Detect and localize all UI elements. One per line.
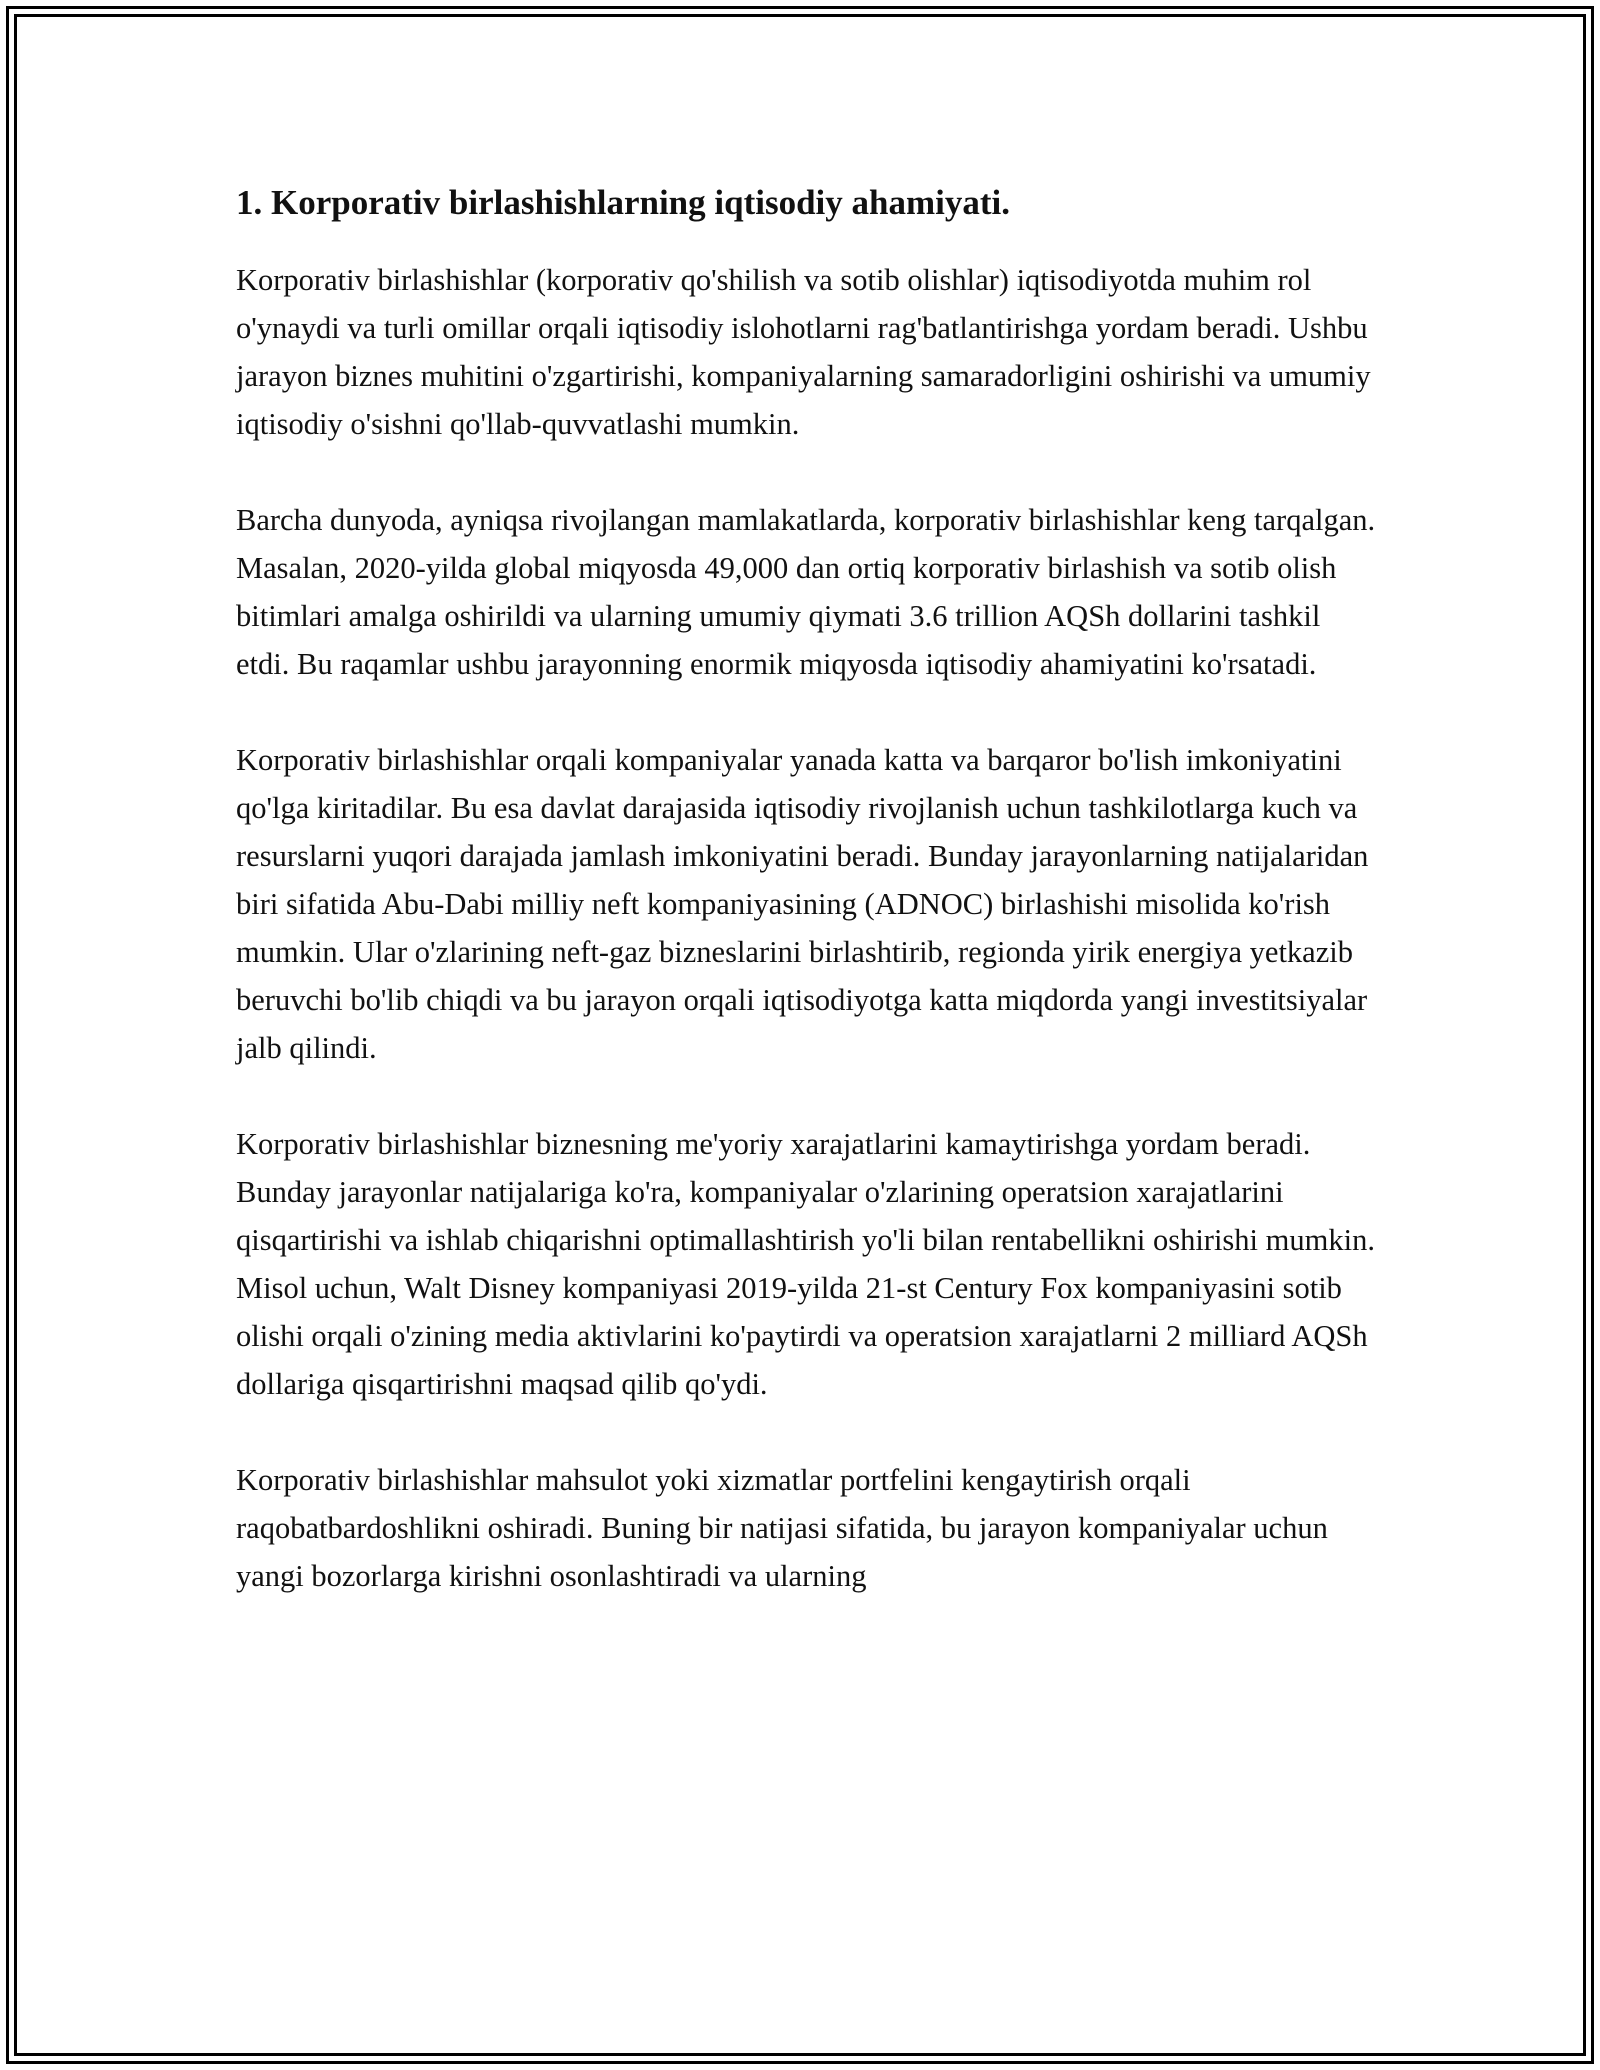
section-title: 1. Korporativ birlashishlarning iqtisodiy ahamiyati. [236, 183, 1010, 222]
paragraph-3: Korporativ birlashishlar orqali kompaniyalar yanada katta va barqaror bo'lish imkoniyatini qo'lga kiritadilar. Bu esa davlat darajasida iqtisodiy rivojlanish uchun tashkilotlarga kuch va resurslarni yuqori darajada jamlash imkoniyatini beradi. Bunday jarayonlarning natijalaridan biri sifatida Abu-Dabi milliy neft kompaniyasining (ADNOC) birlashishi misolida ko'rish mumkin. Ular o'zlarining neft-gaz bizneslarini birlashtirib, regionda yirik energiya yetkazib beruvchi bo'lib chiqdi va bu jarayon orqali iqtisodiyotga katta miqdorda yangi investitsiyalar jalb qilindi. [236, 742, 1369, 1065]
paragraph-4: Korporativ birlashishlar biznesning me'yoriy xarajatlarini kamaytirishga yordam beradi. Bunday jarayonlar natijalariga ko'ra, kompaniyalar o'zlarining operatsion xarajatlarini qisqartirishi va ishlab chiqarishni optimallashtirish yo'li bilan rentabellikni oshirishi mumkin. Misol uchun, Walt Disney kompaniyasi 2019-yilda 21-st Century Fox kompaniyasini sotib olishi orqali o'zining media aktivlarini ko'paytirdi va operatsion xarajatlarni 2 milliard AQSh dollariga qisqartirishni maqsad qilib qo'ydi. [236, 1126, 1375, 1401]
paragraph-5: Korporativ birlashishlar mahsulot yoki xizmatlar portfelini kengaytirish orqali raqobatbardoshlikni oshiradi. Buning bir natijasi sifatida, bu jarayon kompaniyalar uchun yangi bozorlarga kirishni osonlashtiradi va ularning [236, 1462, 1328, 1593]
document-body [236, 180, 1376, 1648]
paragraph-1: Korporativ birlashishlar (korporativ qo'shilish va sotib olishlar) iqtisodiyotda muhim rol o'ynaydi va turli omillar orqali iqtisodiy islohotlarni rag'batlantirishga yordam beradi. Ushbu jarayon biznes muhitini o'zgartirishi, kompaniyalarning samaradorligini oshirishi va umumiy iqtisodiy o'sishni qo'llab-quvvatlashi mumkin. [236, 262, 1371, 441]
paragraph-2: Barcha dunyoda, ayniqsa rivojlangan mamlakatlarda, korporativ birlashishlar keng tarqalgan. Masalan, 2020-yilda global miqyosda 49,000 dan ortiq korporativ birlashish va sotib olish bitimlari amalga oshirildi va ularning umumiy qiymati 3.6 trillion AQSh dollarini tashkil etdi. Bu raqamlar ushbu jarayonning enormik miqyosda iqtisodiy ahamiyatini ko'rsatadi. [236, 502, 1376, 681]
